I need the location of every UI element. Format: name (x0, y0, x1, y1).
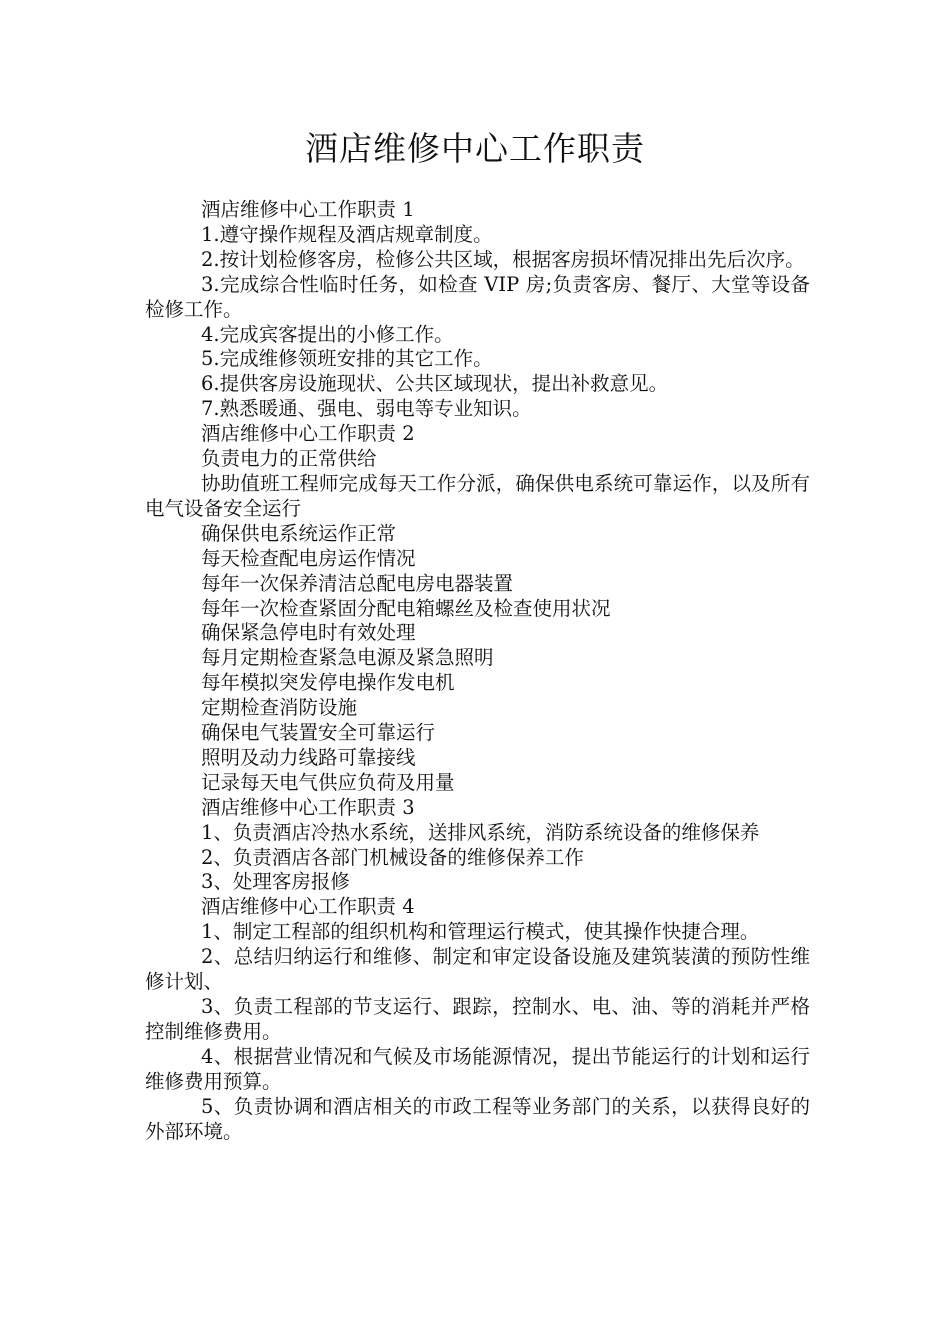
body-paragraph: 确保紧急停电时有效处理 (201, 621, 416, 645)
body-paragraph: 2.按计划检修客房，检修公共区域，根据客房损坏情况排出先后次序。 (201, 247, 805, 271)
body-paragraph: 记录每天电气供应负荷及用量 (201, 770, 455, 794)
body-paragraph: 1、负责酒店冷热水系统，送排风系统，消防系统设备的维修保养 (201, 820, 760, 844)
body-paragraph: 每年一次保养清洁总配电房电器装置 (201, 571, 514, 595)
body-paragraph: 确保供电系统运作正常 (201, 521, 397, 545)
body-paragraph: 5、负责协调和酒店相关的市政工程等业务部门的关系，以获得良好的外部环境。 (145, 1094, 810, 1143)
body-paragraph: 3.完成综合性临时任务，如检查 VIP 房;负责客房、餐厅、大堂等设备检修工作。 (145, 272, 810, 321)
body-paragraph: 5.完成维修领班安排的其它工作。 (201, 347, 493, 371)
body-paragraph: 负责电力的正常供给 (201, 447, 377, 471)
body-paragraph: 确保电气装置安全可靠运行 (201, 721, 436, 745)
body-paragraph: 6.提供客房设施现状、公共区域现状，提出补救意见。 (201, 372, 669, 396)
body-paragraph: 4.完成宾客提出的小修工作。 (201, 322, 454, 346)
document-title: 酒店维修中心工作职责 (305, 129, 645, 168)
document-body (145, 198, 810, 1144)
body-paragraph: 1、制定工程部的组织机构和管理运行模式，使其操作快捷合理。 (201, 920, 760, 944)
body-paragraph: 酒店维修中心工作职责 1 (201, 198, 415, 221)
body-paragraph: 酒店维修中心工作职责 4 (201, 895, 415, 919)
body-paragraph: 7.熟悉暖通、强电、弱电等专业知识。 (201, 397, 532, 421)
body-paragraph: 每年一次检查紧固分配电箱螺丝及检查使用状况 (201, 596, 611, 620)
body-paragraph: 定期检查消防设施 (201, 696, 358, 720)
body-paragraph: 协助值班工程师完成每天工作分派，确保供电系统可靠运作，以及所有电气设备安全运行 (145, 471, 810, 520)
body-paragraph: 每月定期检查紧急电源及紧急照明 (201, 646, 494, 670)
body-paragraph: 3、处理客房报修 (201, 870, 350, 894)
body-paragraph: 每年模拟突发停电操作发电机 (201, 671, 455, 695)
body-paragraph: 每天检查配电房运作情况 (201, 546, 416, 570)
body-paragraph: 2、负责酒店各部门机械设备的维修保养工作 (201, 845, 584, 869)
body-paragraph: 1.遵守操作规程及酒店规章制度。 (201, 222, 493, 246)
body-paragraph: 照明及动力线路可靠接线 (201, 745, 416, 769)
body-paragraph: 3、负责工程部的节支运行、跟踪，控制水、电、油、等的消耗并严格控制维修费用。 (145, 995, 810, 1043)
body-paragraph: 2、总结归纳运行和维修、制定和审定设备设施及建筑装潢的预防性维修计划、 (145, 945, 810, 994)
body-paragraph: 酒店维修中心工作职责 3 (201, 795, 415, 819)
body-paragraph: 酒店维修中心工作职责 2 (201, 422, 415, 446)
body-paragraph: 4、根据营业情况和气候及市场能源情况，提出节能运行的计划和运行维修费用预算。 (145, 1044, 810, 1093)
